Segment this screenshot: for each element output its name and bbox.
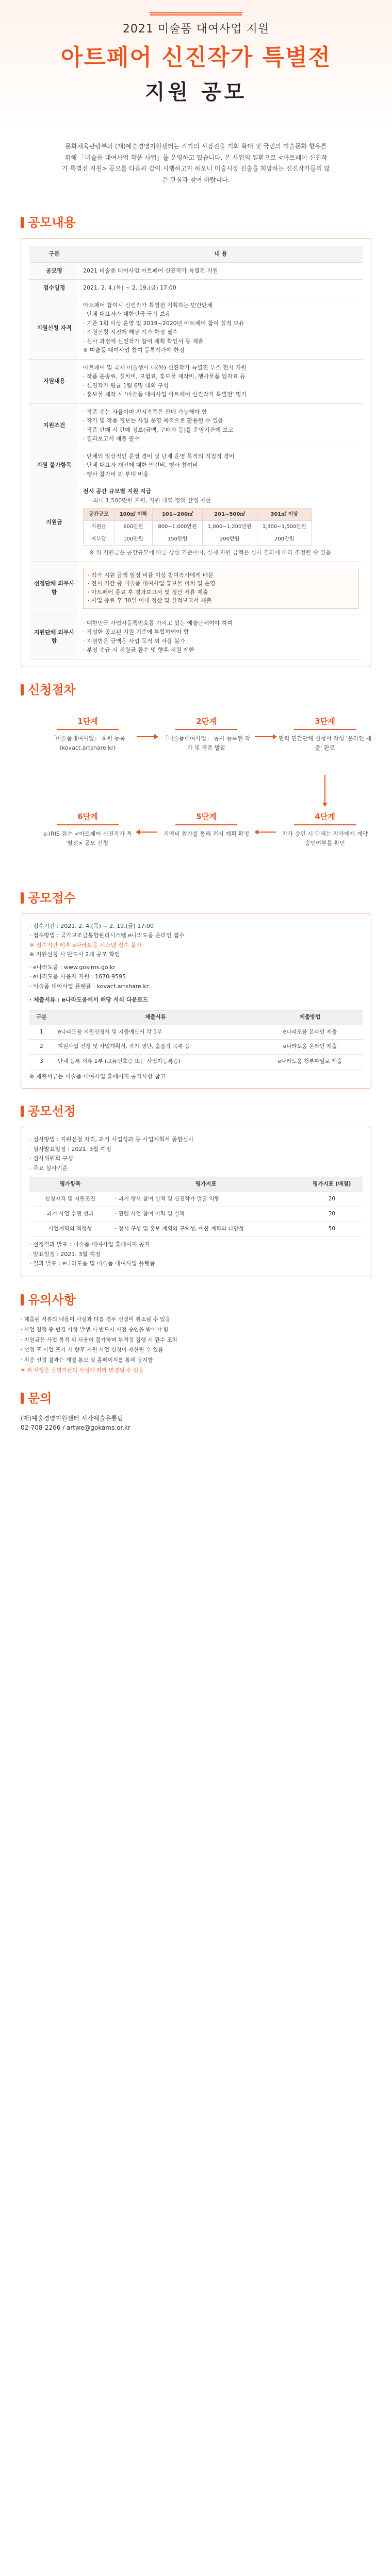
doc-no: 3 xyxy=(29,1055,54,1070)
hero-decoration xyxy=(150,12,242,15)
overview-section xyxy=(0,213,392,667)
step-text: 「미술품대여사업」 회원 등록 (kovact.artshare.kr) xyxy=(50,735,125,751)
flow-step-4 xyxy=(279,811,371,868)
fee-cell: 1,300~1,500만원 xyxy=(257,521,312,533)
eval-index: · 전시 구성 및 홍보 계획의 구체성, 예산 계획의 타당성 xyxy=(111,1222,301,1236)
step-number: 6단계 xyxy=(57,811,119,826)
overview-row xyxy=(29,262,363,280)
select-box xyxy=(21,1127,371,1277)
step-number: 1단계 xyxy=(57,716,119,731)
fee-cell: 1,000~1,200만원 xyxy=(202,521,257,533)
hero-title: 아트페어 신진작가 특별전 xyxy=(60,44,332,71)
apply-lines xyxy=(29,922,363,959)
eval-head-score: 평가지표 (배점) xyxy=(301,1177,363,1192)
fee-head-cell: 100㎡ 이하 xyxy=(114,509,153,521)
overview-value xyxy=(79,262,363,280)
fee-cell: 자부담 xyxy=(84,533,115,546)
notice-item: · 사업 진행 중 변경 사항 발생 시 반드시 사전 승인을 받아야 함 xyxy=(21,1326,169,1333)
section-title-flow: 신청절차 xyxy=(28,682,76,697)
fee-head-cell: 201~500㎡ xyxy=(202,509,257,521)
overview-table xyxy=(29,246,363,659)
notice-section xyxy=(0,1291,392,1376)
doc-head-method: 제출방법 xyxy=(257,1010,363,1025)
eval-head-item: 평가항목 xyxy=(29,1177,111,1192)
overview-value xyxy=(79,403,363,448)
select-foot-line: · 결과 발표 : e나라도움 및 미술품 대여사업 플랫폼 xyxy=(29,1260,155,1267)
overview-line: 아트페어 참여시 신진작가 특별전 기획하는 민간단체 xyxy=(83,301,213,309)
overview-row xyxy=(29,297,363,359)
flow-diagram xyxy=(21,705,371,875)
fee-cell: 150만원 xyxy=(153,533,202,546)
overview-key: 접수일정 xyxy=(29,280,79,297)
partner-line: · 지원받은 금액은 사업 목적 외 사용 불가 xyxy=(83,637,185,645)
fee-row xyxy=(84,521,312,533)
flow-step-2 xyxy=(160,716,253,772)
apply-section xyxy=(0,889,392,1089)
flow-step-5 xyxy=(160,811,253,868)
documents-table xyxy=(29,1010,363,1070)
fee-table xyxy=(83,508,312,546)
step-number: 3단계 xyxy=(294,716,356,731)
section-marker xyxy=(21,1393,24,1404)
section-marker xyxy=(21,1106,24,1117)
flow-step-6 xyxy=(41,811,134,868)
partner-key: 지원단체 의무사항 xyxy=(29,615,79,659)
link-support: · e나라도움 사용자 지원 : 1670-9595 xyxy=(29,973,126,980)
overview-line: · 단체 대표자가 대한민국 국적 보유 xyxy=(83,311,171,318)
eval-index: · 관련 사업 참여 이력 및 실적 xyxy=(111,1207,301,1222)
overview-line: · 작품 수는 자율이며 전시작품은 판매 가능해야 함 xyxy=(83,408,207,415)
overview-line: · 홍보물 제작 시 '미술품 대여사업 아트페어 신진작가 특별전' 명기 xyxy=(83,391,247,398)
eval-item: 과거 사업 수행 성과 xyxy=(29,1207,111,1222)
selection-line: · 사업 종료 후 30일 이내 정산 및 실적보고서 제출 xyxy=(88,597,212,604)
partner-cell xyxy=(79,615,363,659)
doc-method: e나라도움 온라인 제출 xyxy=(257,1025,363,1040)
eval-item: 신청자격 및 지원조건 xyxy=(29,1192,111,1207)
apply-line: · 접수방법 : 국가보조금통합관리시스템 e나라도움 온라인 접수 xyxy=(29,932,185,939)
notice-item: · 선정 후 사업 포기 시 향후 지원 사업 신청이 제한될 수 있음 xyxy=(21,1347,164,1353)
table-row xyxy=(29,1207,363,1222)
step-number: 2단계 xyxy=(175,716,237,731)
link-platform[interactable]: · 미술품 대여사업 플랫폼 : kovact.artshare.kr xyxy=(29,982,149,990)
overview-key: 지원내용 xyxy=(29,359,79,403)
eval-item: 사업계획의 적정성 xyxy=(29,1222,111,1236)
apply-links xyxy=(29,963,363,991)
selection-box xyxy=(83,568,358,609)
fee-cell: 200만원 xyxy=(257,533,312,546)
fee-head-cell: 공간규모 xyxy=(84,509,115,521)
evaluation-table xyxy=(29,1177,363,1236)
overview-line: · 지원신청 시점에 해당 작가 한정 필수 xyxy=(83,329,178,336)
eval-score: 30 xyxy=(301,1207,363,1222)
overview-row xyxy=(29,280,363,297)
notice-item: · 최종 선정 결과는 개별 통보 및 홈페이지를 통해 공지함 xyxy=(21,1357,153,1364)
selection-cell xyxy=(79,562,363,615)
select-foot-line: · 선정결과 발표 : 미술품 대여사업 홈페이지 공지 xyxy=(29,1241,150,1248)
section-title-select: 공모선정 xyxy=(28,1104,76,1119)
section-title-overview: 공모내용 xyxy=(28,215,76,230)
notice-item: · 지원금은 사업 목적 외 사용이 불가하며 부적정 집행 시 환수 조치 xyxy=(21,1336,177,1343)
doc-method: e나라도움 온라인 제출 xyxy=(257,1040,363,1055)
selection-line: · 전시 기간 중 미술품 대여사업 홍보물 비치 및 운영 xyxy=(88,580,216,587)
table-row xyxy=(29,1040,363,1055)
overview-line: 아트페어 및 국제 미술행사 내(外) 신진작가 특별전 부스 전시 지원 xyxy=(83,364,247,371)
documents-note: ※ 제출서류는 미술품 대여사업 홈페이지 공지사항 참고 xyxy=(29,1073,166,1080)
step-text: 작가 승인 시 단체는 작가에게 계약 승인여부를 확인 xyxy=(282,831,368,846)
notice-item: ※ 위 사항은 운영기관의 사정에 따라 변경될 수 있음 xyxy=(21,1367,144,1374)
contact-tel[interactable]: 02-708-2266 / artwe@gokams.or.kr xyxy=(21,1423,130,1431)
overview-line: · 작가 및 작품 정보는 사업 운영 목적으로 활용될 수 있음 xyxy=(83,417,224,425)
hero-subtitle: 2021 미술품 대여사업 지원 xyxy=(122,23,270,36)
overview-line: 2021 미술품 대여사업 아트페어 신진작가 특별전 지원 xyxy=(83,267,218,274)
fee-cell: 600만원 xyxy=(114,521,153,533)
step-number: 4단계 xyxy=(294,811,356,826)
overview-line: ※ 미술품 대여사업 참여 등록작가에 한정 xyxy=(83,347,185,354)
overview-value xyxy=(79,280,363,297)
section-title-notice: 유의사항 xyxy=(28,1292,76,1307)
table-row xyxy=(29,1055,363,1070)
arrow-down-icon xyxy=(324,775,325,806)
select-line: · 주요 심사기준 xyxy=(29,1164,68,1172)
partner-line: · 대한민국 사업자등록번호를 가지고 있는 예술단체여야 하며 xyxy=(83,619,233,626)
section-marker xyxy=(21,217,24,228)
fee-key: 지원금 xyxy=(29,483,79,562)
step-number: 5단계 xyxy=(175,811,237,826)
fee-extra: ※ 위 지원금은 공간규모에 따른 상한 기준이며, 실제 지원 금액은 심사 결과에 따라 조정될 수 있음 xyxy=(89,549,331,556)
table-row xyxy=(29,1192,363,1207)
select-foot-line: · 발표일정 : 2021. 3월 예정 xyxy=(29,1250,101,1258)
overview-key: 지원조건 xyxy=(29,403,79,448)
overview-value xyxy=(79,297,363,359)
fee-head-cell: 301㎡ 이상 xyxy=(257,509,312,521)
arrow-left-icon xyxy=(137,832,157,833)
overview-value xyxy=(79,448,363,483)
doc-no: 2 xyxy=(29,1040,54,1055)
intro-text: 문화체육관광부와 (재)예술경영지원센터는 작가의 시장진출 기회 확대 및 국민의 미술문화 향유를 위해 「미술품 대여사업 작품 사업」을 운영하고 있습니다. 본 사업의 일환으로 <아트페어 신진작가 특별전 지원> 공모를 다음과 같이 시행하고자 하오니 미술시장 진출을 희망하는 신진작가들의 많은 관심과 참여 바랍니다. xyxy=(62,143,330,183)
contact-section xyxy=(0,1389,392,1432)
table-row xyxy=(29,1025,363,1040)
overview-line: · 심사 과정에 신진작가 참여 계획 확인서 등 제출 xyxy=(83,337,204,345)
fee-cell xyxy=(79,483,363,562)
fee-cell: 100만원 xyxy=(114,533,153,546)
step-text: e-IRIS 접수 <아트페어 신진작가 특별전> 공모 신청 xyxy=(43,831,132,846)
fee-title: 전시 공간 규모별 지원 지급 xyxy=(83,488,152,495)
arrow-left-icon xyxy=(255,832,276,833)
link-enaradoum[interactable]: · e나라도움 : www.gosims.go.kr xyxy=(29,963,116,971)
overview-line: 2021. 2. 4.(목) ~ 2. 19.(금) 17:00 xyxy=(83,284,176,292)
fee-head-cell: 101~200㎡ xyxy=(153,509,202,521)
doc-desc: 단체 등록 서류 1부 (고유번호증 또는 사업자등록증) xyxy=(54,1055,257,1070)
select-line: · 심사방법 : 지원신청 자격, 과거 사업성과 등 사업계획서 종합심사 xyxy=(29,1136,194,1143)
section-title-apply: 공모접수 xyxy=(28,890,76,905)
apply-line: ※ 지원신청 시 반드시 2개 공모 확인 xyxy=(29,951,120,958)
notice-item: · 제출된 서류의 내용이 사실과 다를 경우 선정이 취소될 수 있음 xyxy=(21,1316,171,1323)
doc-desc: 지원사업 신청 및 사업계획서, 작가 명단, 출품작 목록 등 xyxy=(54,1040,257,1055)
overview-line: · 기존 1회 이상 운영 및 2019~2020년 아트페어 참여 실적 보유 xyxy=(83,319,244,327)
fee-cell: 800~1,000만원 xyxy=(153,521,202,533)
overview-key: 공모명 xyxy=(29,262,79,280)
select-foot xyxy=(29,1241,363,1268)
step-text: 「미술품대여사업」 공사 등록된 작가 및 작품 발굴 xyxy=(162,735,251,751)
eval-head-index: 평가지표 xyxy=(111,1177,301,1192)
flow-step-3 xyxy=(279,716,371,772)
flow-section xyxy=(0,681,392,875)
overview-head-value: 내 용 xyxy=(79,246,363,263)
overview-box xyxy=(21,238,371,667)
section-title-contact: 문의 xyxy=(28,1391,52,1405)
eval-index: · 과거 행사 참여 실적 및 신진작가 발굴 역량 xyxy=(111,1192,301,1207)
overview-row xyxy=(29,448,363,483)
select-line: · 심사발표일정 : 2021. 3월 예정 xyxy=(29,1145,111,1153)
hero-banner xyxy=(0,0,392,129)
overview-row xyxy=(29,403,363,448)
select-section xyxy=(0,1102,392,1277)
fee-note: · 최대 1,500만원 지원, 지원 내역 정액 산정 제한 xyxy=(89,497,211,504)
doc-head-doc: 제출서류 xyxy=(54,1010,257,1025)
select-line: · 심사위원회 구성 xyxy=(29,1155,73,1162)
table-row xyxy=(29,1222,363,1236)
overview-key: 지원 불가항목 xyxy=(29,448,79,483)
selection-key: 선정단체 의무사항 xyxy=(29,562,79,615)
apply-line: · 접수기간 : 2021. 2. 4.(목) ~ 2. 19.(금) 17:00 xyxy=(29,922,154,929)
notice-list xyxy=(21,1315,371,1376)
doc-desc: e나라도움 지원신청서 및 지출예산서 각 1부 xyxy=(54,1025,257,1040)
selection-line: · 아트페어 종료 후 결과보고서 및 정산 서류 제출 xyxy=(88,588,208,596)
step-text: 협력 민간단체 신청서 작성 '온라인 제출' 완료 xyxy=(279,735,371,751)
arrow-right-icon xyxy=(255,736,276,737)
hero-title-2: 지원 공모 xyxy=(144,80,248,104)
fee-cell: 지원금 xyxy=(84,521,115,533)
overview-value xyxy=(79,359,363,403)
contact-org: (재)예술경영지원센터 시각예술유통팀 xyxy=(21,1414,123,1422)
eval-score: 20 xyxy=(301,1192,363,1207)
documents-caption: · 제출서류 : e나라도움에서 해당 서식 다운로드 xyxy=(29,996,149,1004)
overview-line: · 결과보고서 제출 필수 xyxy=(83,435,140,443)
section-marker xyxy=(21,684,24,696)
doc-head-no: 구분 xyxy=(29,1010,54,1025)
fee-cell: 200만원 xyxy=(202,533,257,546)
doc-no: 1 xyxy=(29,1025,54,1040)
apply-line: ※ 접수기간 이후 e나라도움 시스템 접수 불가 xyxy=(29,941,142,948)
overview-line: · 작품 운송료, 설치비, 보험료, 홍보물 제작비, 행사물품 임차료 등 xyxy=(83,373,246,380)
fee-row xyxy=(84,533,312,546)
overview-line: · 작품 판매 시 판매 정보(금액, 구매자 등)를 운영기관에 보고 xyxy=(83,426,234,433)
section-marker xyxy=(21,892,24,904)
arrow-right-icon xyxy=(137,736,157,737)
overview-line: · 신진작가 평균 1팀 6명 내외 구성 xyxy=(83,382,169,389)
select-lines xyxy=(29,1136,363,1173)
overview-key: 지원신청 자격 xyxy=(29,297,79,359)
doc-method: e나라도움 첨부파일로 제출 xyxy=(257,1055,363,1070)
partner-line: · 작성한 공고된 지원 기준에 부합하여야 함 xyxy=(83,629,189,636)
step-text: 지역비 참가를 통해 전시 계획 확정 xyxy=(163,831,250,838)
apply-box xyxy=(21,913,371,1089)
flow-step-1 xyxy=(41,716,134,772)
partner-line: · 부정 수급 시 지원금 환수 및 향후 지원 제한 xyxy=(83,647,194,654)
section-marker xyxy=(21,1294,24,1306)
overview-row xyxy=(29,359,363,403)
overview-line: · 단체 대표자 개인에 대한 인건비, 행사 참여비 xyxy=(83,462,198,469)
eval-score: 50 xyxy=(301,1222,363,1236)
overview-line: · 행사 참가비 외 부대 비용 xyxy=(83,470,149,478)
selection-line: · 작가 지원 금액 일정 비율 이상 참여작가에게 배분 xyxy=(88,571,214,579)
overview-head-key: 구분 xyxy=(29,246,79,263)
overview-line: · 단체의 일상적인 운영 경비 및 단체 운영 목적의 직접적 경비 xyxy=(83,452,235,460)
